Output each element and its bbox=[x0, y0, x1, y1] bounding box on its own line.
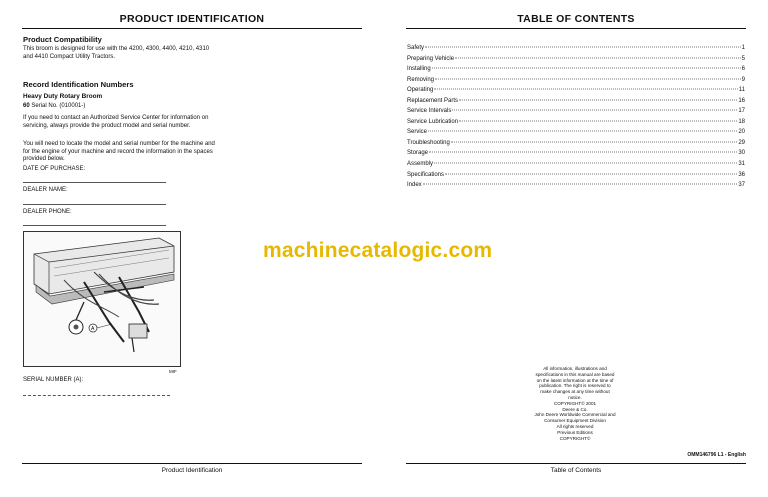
toc-entry[interactable]: Specifications 36 bbox=[407, 171, 745, 178]
contact-paragraph: If you need to contact an Authorized Service Center for information on servicing, always provide the product model and serial number. bbox=[23, 115, 209, 129]
toc-entry[interactable]: Assembly 31 bbox=[407, 161, 745, 168]
serial-number-line bbox=[23, 395, 170, 396]
dealer-name-label: DEALER NAME: bbox=[23, 187, 68, 193]
date-label: DATE OF PURCHASE: bbox=[23, 166, 86, 172]
toc-list bbox=[407, 45, 745, 193]
page-footer: Product Identification bbox=[161, 467, 223, 474]
serial-text: Serial No. (010001-) bbox=[29, 103, 86, 109]
page-footer: Table of Contents bbox=[550, 467, 602, 474]
watermark: machinecatalogic.com bbox=[263, 239, 493, 262]
dealer-name-line bbox=[23, 204, 166, 205]
copyright-notice: All information, illustrations and specifications in this manual are based on the latest information at the time of publication. The right is reserved to make changes at any time without notice. COPYRIGHT© 2001 Deere & Co. John Deere Worldwide Commercial and Consumer Equipment Division All rights reserved Previous Editions COPYRIGHT© bbox=[534, 366, 616, 441]
toc-entry[interactable]: Index 37 bbox=[407, 182, 745, 189]
compat-text: This broom is designed for use with the 4200, 4300, 4400, 4210, 4310 and 4410 Compact Utility Tractors. bbox=[23, 46, 210, 60]
toc-entry[interactable]: Replacement Parts 16 bbox=[407, 97, 745, 104]
footer-rule bbox=[406, 463, 746, 464]
toc-entry[interactable]: Installing 6 bbox=[407, 66, 745, 73]
broom-drawing bbox=[24, 232, 181, 367]
serial-prefix: 60 bbox=[23, 103, 30, 109]
toc-entry[interactable]: Safety 1 bbox=[407, 45, 745, 51]
toc-entry[interactable]: Service Lubrication 18 bbox=[407, 118, 745, 125]
record-paragraph: You will need to locate the model and serial number for the machine and for the engine of your machine and record the information in the spaces provided below. bbox=[23, 141, 215, 163]
date-line bbox=[23, 182, 166, 183]
toc-entry[interactable]: Troubleshooting 29 bbox=[407, 139, 745, 146]
header-rule bbox=[406, 28, 746, 29]
broom-illustration bbox=[23, 231, 181, 367]
figure-callout: A bbox=[91, 326, 95, 332]
toc-title: TABLE OF CONTENTS bbox=[517, 13, 635, 25]
header-rule bbox=[22, 28, 362, 29]
toc-entry[interactable]: Removing 9 bbox=[407, 76, 745, 83]
footer-rule bbox=[22, 463, 362, 464]
toc-entry[interactable]: Storage 30 bbox=[407, 150, 745, 157]
serial-number-label: SERIAL NUMBER (A): bbox=[23, 377, 84, 383]
dealer-phone-line bbox=[23, 225, 166, 226]
toc-entry[interactable]: Preparing Vehicle 5 bbox=[407, 55, 745, 62]
figure-code: MIF bbox=[169, 369, 177, 374]
record-heading: Record Identification Numbers bbox=[23, 80, 134, 89]
toc-entry[interactable]: Service Intervals 17 bbox=[407, 108, 745, 115]
serial-line bbox=[23, 103, 223, 111]
toc-entry[interactable]: Service 20 bbox=[407, 129, 745, 136]
document-number: OMM146796 L1 - English bbox=[687, 452, 746, 458]
page-title: PRODUCT IDENTIFICATION bbox=[119, 13, 265, 25]
dealer-phone-label: DEALER PHONE: bbox=[23, 209, 72, 215]
compat-heading: Product Compatibility bbox=[23, 35, 102, 44]
toc-entry[interactable]: Operating 11 bbox=[407, 87, 745, 94]
product-name: Heavy Duty Rotary Broom bbox=[23, 93, 103, 100]
